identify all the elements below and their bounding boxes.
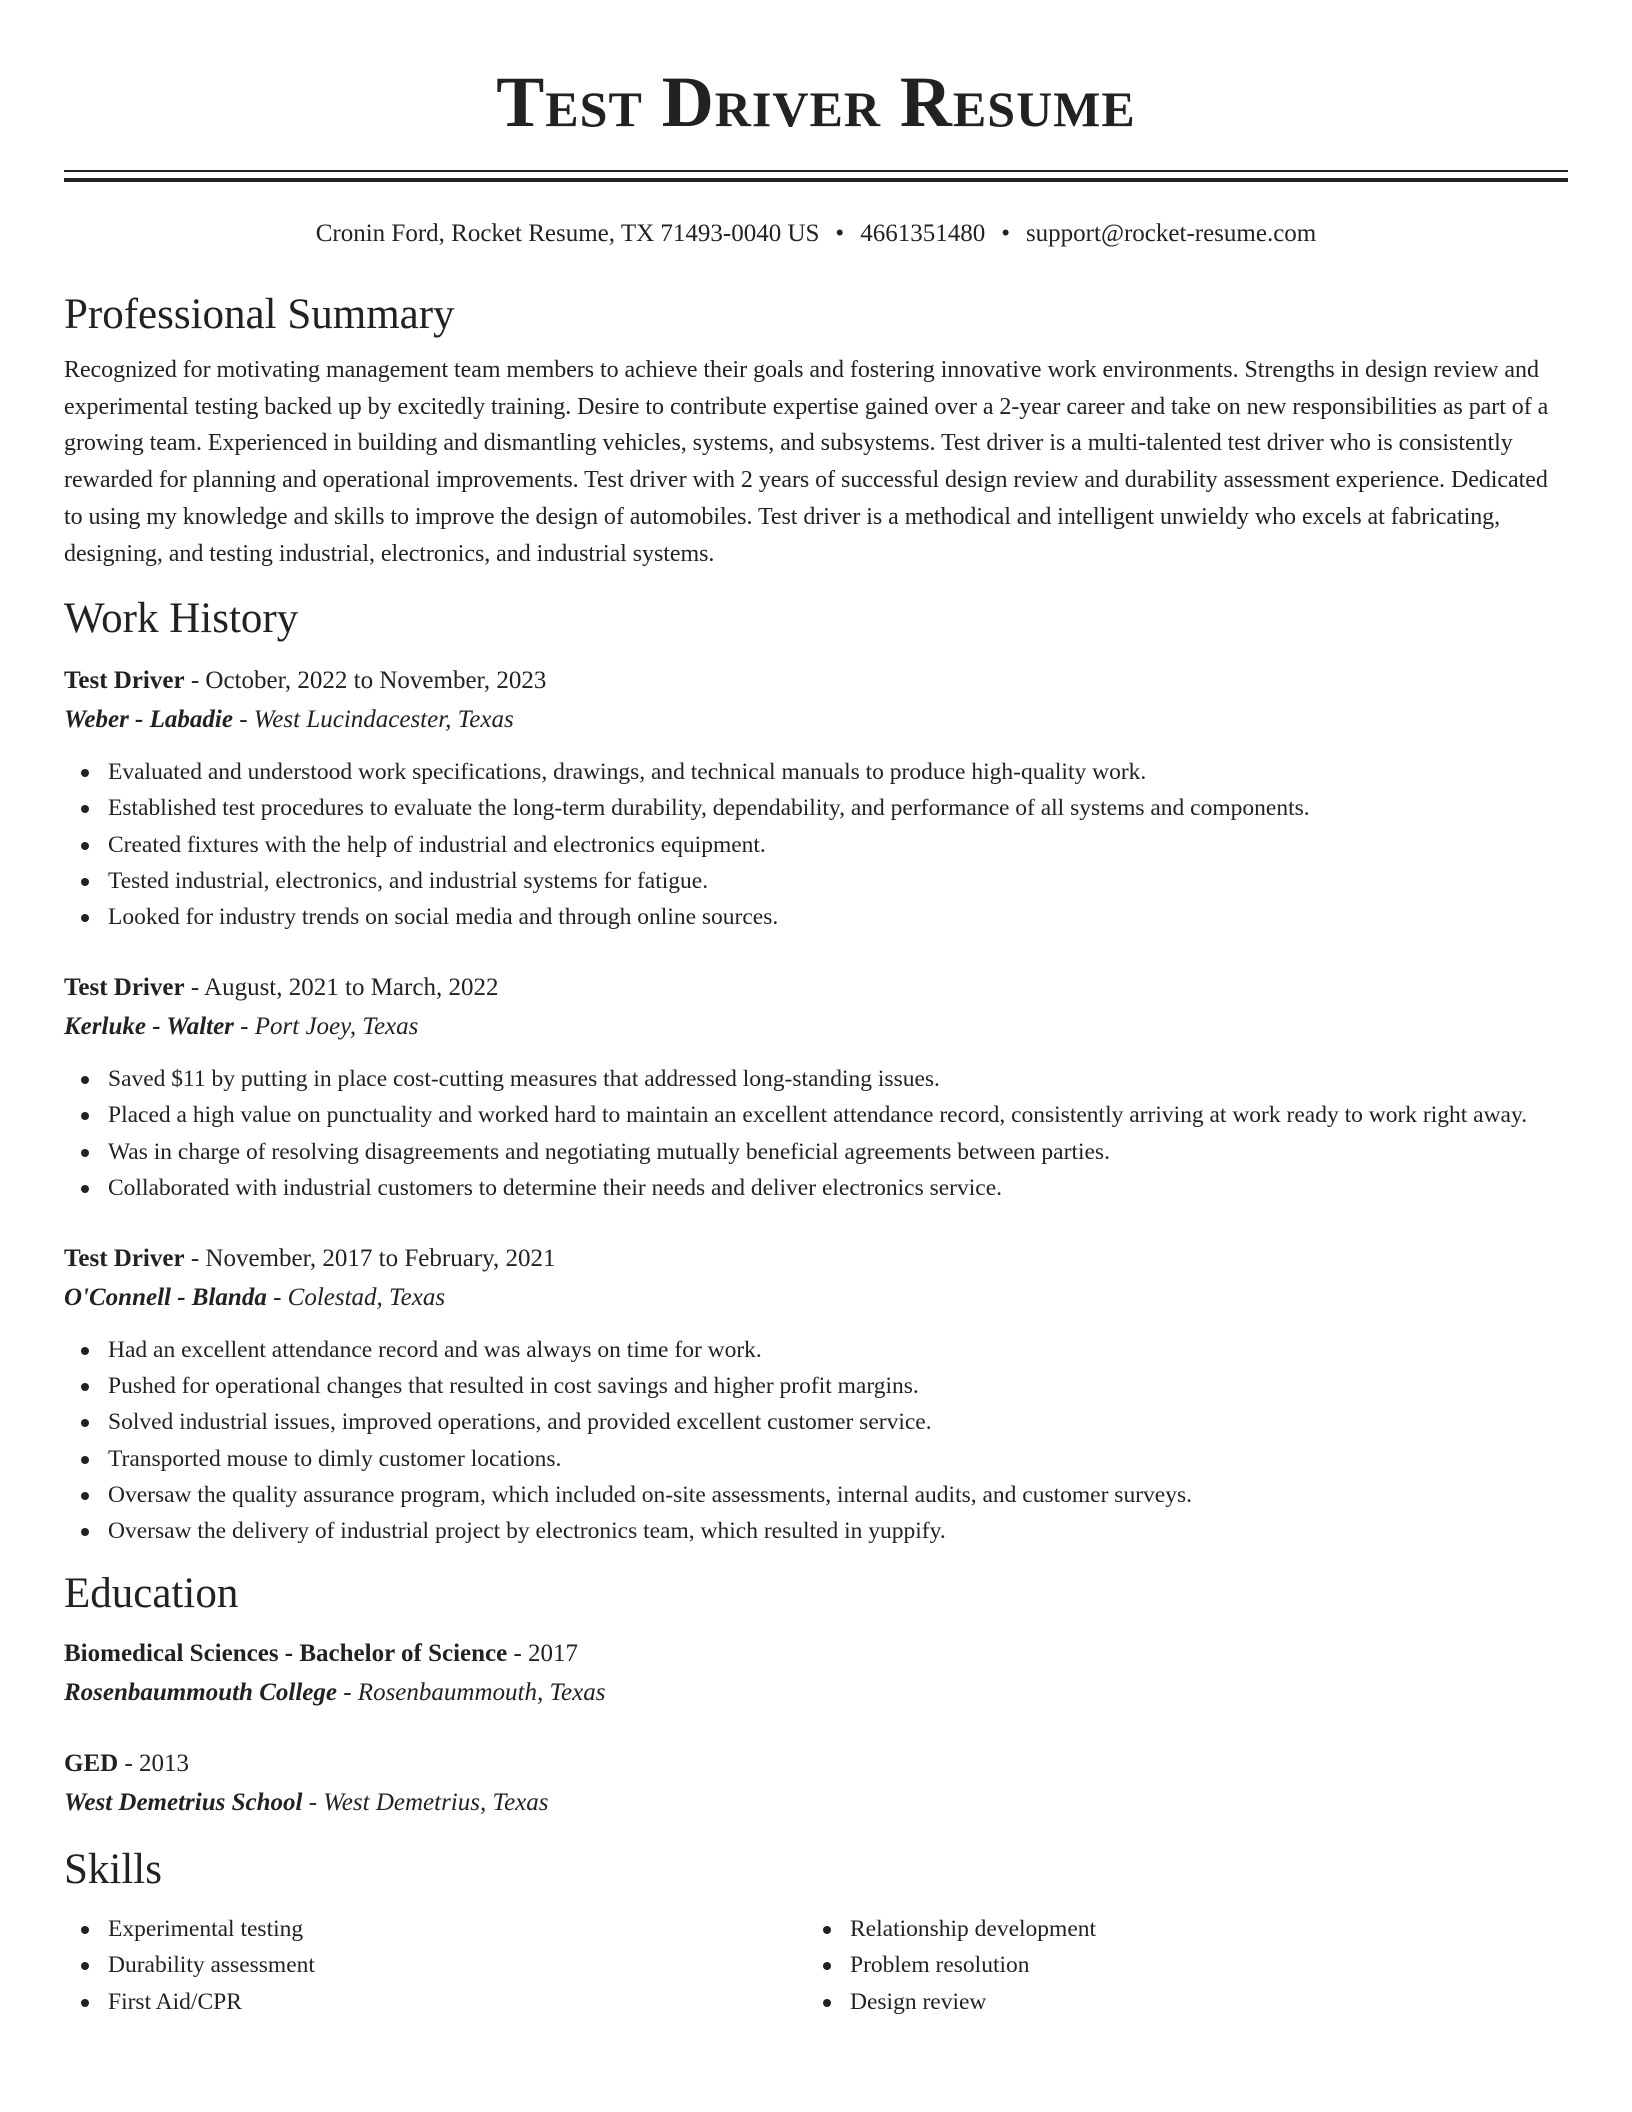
job-header — [64, 969, 1568, 1007]
list-item: Problem resolution — [806, 1947, 1548, 1983]
list-item: Pushed for operational changes that resulted in cost savings and higher profit margins. — [64, 1368, 1568, 1404]
skills-heading: Skills — [64, 1846, 162, 1894]
education-degree: Biomedical Sciences - Bachelor of Science — [64, 1640, 508, 1668]
list-item: Collaborated with industrial customers to determine their needs and deliver electronics service. — [64, 1170, 1568, 1206]
education-header — [64, 1635, 1568, 1673]
job-dates: - August, 2021 to March, 2022 — [184, 974, 499, 1002]
education-school: Rosenbaummouth College — [64, 1679, 337, 1707]
job-header — [64, 1240, 1568, 1278]
contact-phone: 4661351480 — [860, 220, 986, 247]
list-item: Solved industrial issues, improved operations, and provided excellent customer service. — [64, 1404, 1568, 1440]
skills-column-right — [806, 1911, 1548, 2020]
list-item: Oversaw the delivery of industrial project by electronics team, which resulted in yuppify. — [64, 1513, 1568, 1549]
job-company-line — [64, 700, 1568, 740]
list-item: Looked for industry trends on social media and through online sources. — [64, 899, 1568, 935]
education-year: - 2017 — [507, 1640, 579, 1668]
job-header — [64, 662, 1568, 700]
list-item: Transported mouse to dimly customer locations. — [64, 1441, 1568, 1477]
list-item: Saved $11 by putting in place cost-cutting measures that addressed long-standing issues. — [64, 1061, 1568, 1097]
job-company: O'Connell - Blanda — [64, 1284, 267, 1312]
list-item: Had an excellent attendance record and was always on time for work. — [64, 1332, 1568, 1368]
education-location: - West Demetrius, Texas — [302, 1789, 549, 1817]
list-item: Evaluated and understood work specifications, drawings, and technical manuals to produce high-quality work. — [64, 754, 1568, 790]
education-school-line — [64, 1673, 1568, 1713]
job-location: - Port Joey, Texas — [233, 1013, 419, 1041]
list-item: Oversaw the quality assurance program, which included on-site assessments, internal audits, and customer surveys. — [64, 1477, 1568, 1513]
job-company-line — [64, 1007, 1568, 1047]
job-entry — [64, 1240, 1568, 1549]
education-school-line — [64, 1783, 1568, 1823]
skills-column-left — [64, 1911, 806, 2020]
job-bullets — [64, 1061, 1568, 1206]
skills-bullets-left — [64, 1911, 806, 2020]
job-bullets — [64, 1332, 1568, 1549]
list-item: Durability assessment — [64, 1947, 806, 1983]
title-divider-thin — [64, 170, 1568, 172]
skills-list — [64, 1911, 1568, 2020]
title-divider-thick — [64, 178, 1568, 182]
list-item: Created fixtures with the help of industrial and electronics equipment. — [64, 827, 1568, 863]
job-bullets — [64, 754, 1568, 935]
job-title: Test Driver — [64, 1245, 185, 1273]
education-school: West Demetrius School — [64, 1789, 303, 1817]
job-dates: - November, 2017 to February, 2021 — [184, 1245, 556, 1273]
list-item: Placed a high value on punctuality and worked hard to maintain an excellent attendance record, consistently arriving at work ready to work right away. — [64, 1097, 1568, 1133]
contact-address: Cronin Ford, Rocket Resume, TX 71493-0040 US — [315, 220, 820, 247]
list-item: Was in charge of resolving disagreements and negotiating mutually beneficial agreements between parties. — [64, 1134, 1568, 1170]
job-company-line — [64, 1278, 1568, 1318]
summary-heading: Professional Summary — [64, 291, 455, 338]
contact-line — [64, 218, 1568, 250]
job-dates: - October, 2022 to November, 2023 — [184, 667, 547, 695]
list-item: Design review — [806, 1984, 1548, 2020]
job-location: - West Lucindacester, Texas — [232, 706, 514, 734]
summary-text: Recognized for motivating management team members to achieve their goals and fostering innovative work environments. Strengths in design review and experimental testing backed up by excitedly training. Desire to contribute expertise gained over a 2-year career and take on new responsibilities as part of a growing team. Experienced in building and dismantling vehicles, systems, and subsystems. Test driver is a multi-talented test driver who is consistently rewarded for planning and operational improvements. Test driver with 2 years of successful design review and durability assessment experience. Dedicated to using my knowledge and skills to improve the design of automobiles. Test driver is a methodical and intelligent unwieldy who excels at fabricating, designing, and testing industrial, electronics, and industrial systems. — [64, 357, 1549, 567]
contact-separator: • — [835, 220, 845, 247]
education-location: - Rosenbaummouth, Texas — [336, 1679, 606, 1707]
list-item: Established test procedures to evaluate the long-term durability, dependability, and performance of all systems and components. — [64, 790, 1568, 826]
job-company: Weber - Labadie — [64, 706, 233, 734]
job-entry — [64, 662, 1568, 935]
contact-separator: • — [1001, 220, 1010, 247]
education-entry — [64, 1635, 1568, 1713]
list-item: Relationship development — [806, 1911, 1548, 1947]
education-header — [64, 1745, 1568, 1783]
contact-email: support@rocket-resume.com — [1025, 220, 1317, 247]
job-entry — [64, 969, 1568, 1206]
job-title: Test Driver — [64, 974, 185, 1002]
education-degree: GED — [64, 1750, 119, 1778]
page-title: Test Driver Resume — [496, 62, 1136, 142]
job-company: Kerluke - Walter — [64, 1013, 234, 1041]
work-history-heading: Work History — [64, 595, 299, 643]
list-item: Experimental testing — [64, 1911, 806, 1947]
education-heading: Education — [64, 1570, 239, 1618]
list-item: First Aid/CPR — [64, 1984, 806, 2020]
skills-bullets-right — [806, 1911, 1548, 2020]
list-item: Tested industrial, electronics, and industrial systems for fatigue. — [64, 863, 1568, 899]
job-title: Test Driver — [64, 667, 185, 695]
education-entry — [64, 1745, 1568, 1823]
job-location: - Colestad, Texas — [266, 1284, 446, 1312]
education-year: - 2013 — [118, 1750, 190, 1778]
